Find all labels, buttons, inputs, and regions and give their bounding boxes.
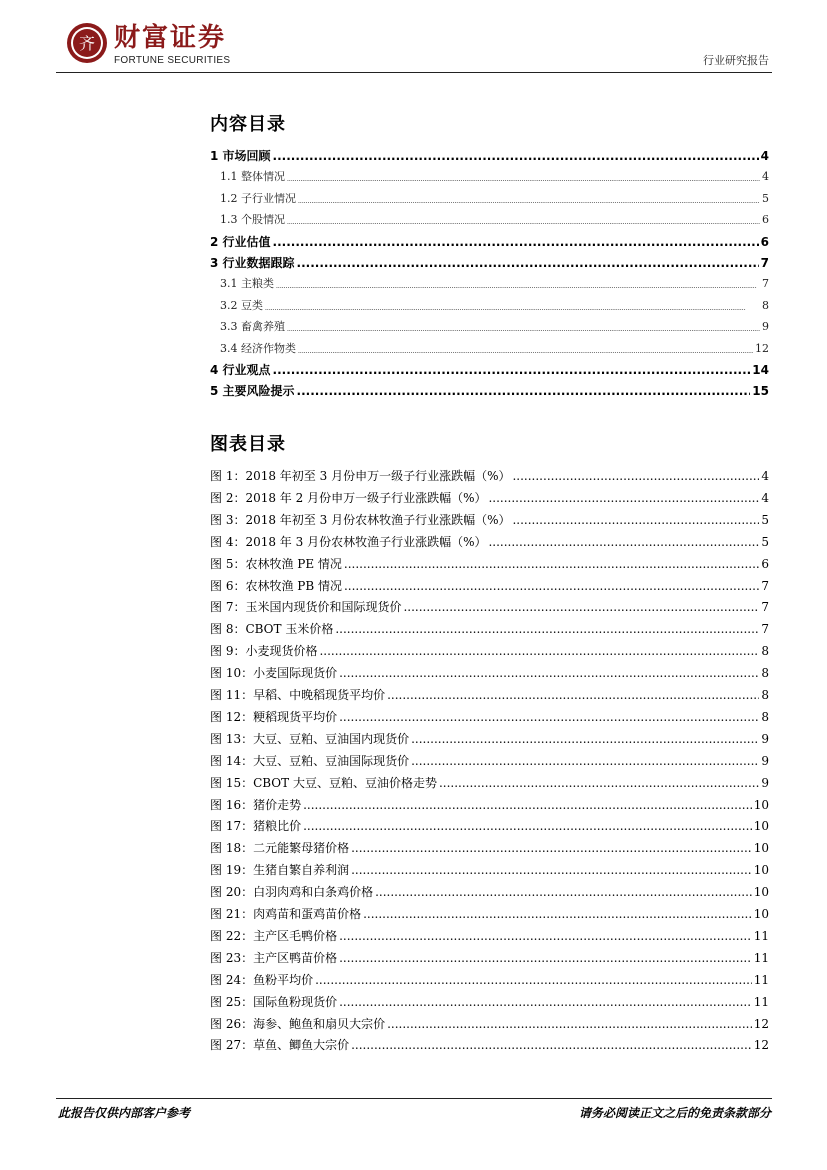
dot-leader xyxy=(265,304,760,314)
figure-entry[interactable] xyxy=(210,882,769,900)
dot-leader xyxy=(512,468,759,484)
entry-label: 2 行业估值 xyxy=(210,234,271,249)
dot-leader xyxy=(363,906,752,922)
figure-entry[interactable] xyxy=(210,948,769,966)
toc-chapter-entry[interactable] xyxy=(210,381,769,399)
dot-leader xyxy=(344,578,759,594)
entry-page-number: 10 xyxy=(753,885,769,900)
figure-entry[interactable] xyxy=(210,751,769,769)
entry-page-number: 4 xyxy=(760,149,769,163)
entry-label: 3.3 畜禽养殖 xyxy=(220,320,285,334)
dot-leader xyxy=(351,862,752,878)
entry-label: 图 21：肉鸡苗和蛋鸡苗价格 xyxy=(210,907,362,921)
entry-page-number: 10 xyxy=(753,863,769,878)
entry-label: 图 16：猪价走势 xyxy=(210,797,302,812)
page-header xyxy=(0,0,827,80)
figure-entry[interactable] xyxy=(210,992,769,1010)
figure-entry[interactable] xyxy=(210,1035,769,1053)
entry-label: 图 22：主产区毛鸭价格 xyxy=(210,928,338,943)
entry-page-number: 10 xyxy=(753,907,769,921)
entry-page-number: 9 xyxy=(762,320,769,334)
entry-label: 1 市场回顾 xyxy=(210,149,271,163)
entry-page-number: 10 xyxy=(753,819,769,834)
entry-page-number: 4 xyxy=(762,170,769,184)
dot-leader xyxy=(351,1037,752,1053)
toc-section-entry[interactable] xyxy=(210,167,769,185)
entry-label: 图 25：国际鱼粉现货价 xyxy=(210,994,338,1009)
entry-page-number: 7 xyxy=(761,600,769,615)
toc-chapter-entry[interactable] xyxy=(210,232,769,250)
toc-section-entry[interactable] xyxy=(210,274,769,292)
figure-entry[interactable] xyxy=(210,663,769,681)
entry-label: 图 1：2018 年初至 3 月份申万一级子行业涨跌幅（%） xyxy=(210,469,511,483)
entry-page-number: 7 xyxy=(761,578,769,593)
entry-page-number: 7 xyxy=(760,256,769,270)
entry-label: 图 9：小麦现货价格 xyxy=(210,644,318,659)
entry-label: 图 20：白羽肉鸡和白条鸡价格 xyxy=(210,885,374,900)
dot-leader xyxy=(339,928,752,944)
entry-label: 图 8：CBOT 玉米价格 xyxy=(210,622,334,637)
entry-label: 图 26：海参、鲍鱼和扇贝大宗价 xyxy=(210,1016,386,1031)
dot-leader xyxy=(297,255,759,271)
document-type: 行业研究报告 xyxy=(703,54,769,67)
contents-title: 内容目录 xyxy=(210,114,286,135)
entry-page-number: 11 xyxy=(753,950,769,965)
figure-entry[interactable] xyxy=(210,576,769,594)
entry-page-number: 4 xyxy=(761,469,769,483)
entry-label: 图 18：二元能繁母猪价格 xyxy=(210,841,350,856)
entry-label: 图 7：玉米国内现货价和国际现货价 xyxy=(210,600,402,615)
entry-page-number: 5 xyxy=(761,512,769,527)
dot-leader xyxy=(319,643,759,659)
brand-name-cn: 财富证券 xyxy=(114,23,227,53)
entry-page-number: 9 xyxy=(761,753,769,768)
dot-leader xyxy=(439,775,759,791)
dot-leader xyxy=(411,731,759,747)
entry-page-number: 10 xyxy=(753,797,769,812)
entry-page-number: 11 xyxy=(753,972,769,987)
entry-label: 3.2 豆类 xyxy=(220,298,263,312)
dot-leader xyxy=(315,972,752,988)
toc-section-entry[interactable] xyxy=(210,210,769,228)
dot-leader xyxy=(387,687,759,703)
entry-label: 图 12：粳稻现货平均价 xyxy=(210,709,338,724)
dot-leader xyxy=(298,197,760,207)
entry-label: 图 24：鱼粉平均价 xyxy=(210,972,314,987)
dot-leader xyxy=(339,709,759,725)
toc-chapter-entry[interactable] xyxy=(210,253,769,271)
figure-entry[interactable] xyxy=(210,773,769,791)
figure-entry[interactable] xyxy=(210,554,769,572)
figures-title: 图表目录 xyxy=(210,434,286,455)
entry-label: 图 5：农林牧渔 PE 情况 xyxy=(210,556,342,571)
entry-page-number: 9 xyxy=(761,731,769,746)
dot-leader xyxy=(298,347,753,357)
entry-page-number: 8 xyxy=(761,644,769,659)
entry-page-number: 4 xyxy=(761,490,769,505)
entry-page-number: 8 xyxy=(762,298,769,312)
toc-chapter-entry[interactable] xyxy=(210,146,769,164)
entry-label: 图 11：早稻、中晚稻现货平均价 xyxy=(210,688,386,702)
figure-entry[interactable] xyxy=(210,1014,769,1032)
dot-leader xyxy=(303,797,752,813)
toc-section-entry[interactable] xyxy=(210,296,769,314)
dot-leader xyxy=(488,490,759,506)
entry-label: 4 行业观点 xyxy=(210,363,271,377)
logo-glyph: 齐 xyxy=(78,34,96,53)
entry-label: 5 主要风险提示 xyxy=(210,384,295,399)
dot-leader xyxy=(375,884,752,900)
entry-label: 3.1 主粮类 xyxy=(220,277,274,291)
figure-entry[interactable] xyxy=(210,532,769,550)
fortune-logo-icon xyxy=(66,22,108,64)
dot-leader xyxy=(351,840,752,856)
figure-entry[interactable] xyxy=(210,619,769,637)
entry-label: 图 10：小麦国际现货价 xyxy=(210,666,338,681)
figure-entry[interactable] xyxy=(210,926,769,944)
entry-page-number: 11 xyxy=(753,994,769,1009)
toc-chapter-entry[interactable] xyxy=(210,360,769,378)
figure-entry[interactable] xyxy=(210,970,769,988)
figure-entry[interactable] xyxy=(210,904,769,922)
dot-leader xyxy=(344,556,759,572)
dot-leader xyxy=(287,218,760,228)
footer-disclaimer-right: 请务必阅读正文之后的免责条款部分 xyxy=(578,1106,771,1120)
entry-label: 图 15：CBOT 大豆、豆粕、豆油价格走势 xyxy=(210,775,437,790)
figure-entry[interactable] xyxy=(210,597,769,615)
entry-label: 图 23：主产区鸭苗价格 xyxy=(210,950,338,965)
entry-label: 1.1 整体情况 xyxy=(220,170,285,184)
figure-entry[interactable] xyxy=(210,838,769,856)
entry-page-number: 8 xyxy=(761,709,769,724)
entry-label: 图 14：大豆、豆粕、豆油国际现货价 xyxy=(210,753,410,768)
entry-label: 图 4：2018 年 3 月份农林牧渔子行业涨跌幅（%） xyxy=(210,534,487,549)
footer-divider xyxy=(56,1098,772,1099)
entry-page-number: 14 xyxy=(752,363,769,377)
footer-disclaimer-left: 此报告仅供内部客户参考 xyxy=(58,1106,191,1120)
figure-entry[interactable] xyxy=(210,860,769,878)
entry-label: 3.4 经济作物类 xyxy=(220,341,296,355)
dot-leader xyxy=(339,665,759,681)
dot-leader xyxy=(273,234,759,250)
entry-page-number: 10 xyxy=(753,841,769,856)
dot-leader xyxy=(273,148,759,164)
dot-leader xyxy=(273,362,751,378)
dot-leader xyxy=(387,1016,752,1032)
dot-leader xyxy=(403,599,759,615)
entry-page-number: 15 xyxy=(752,384,769,399)
dot-leader xyxy=(335,621,759,637)
figure-entry[interactable] xyxy=(210,816,769,834)
dot-leader xyxy=(297,383,751,399)
entry-label: 3 行业数据跟踪 xyxy=(210,256,295,270)
entry-label: 图 2：2018 年 2 月份申万一级子行业涨跌幅（%） xyxy=(210,490,487,505)
figure-entry[interactable] xyxy=(210,641,769,659)
dot-leader xyxy=(287,175,760,185)
entry-label: 图 6：农林牧渔 PB 情况 xyxy=(210,578,342,593)
entry-page-number: 7 xyxy=(761,622,769,637)
entry-page-number: 5 xyxy=(761,534,769,549)
dot-leader xyxy=(339,950,752,966)
entry-page-number: 9 xyxy=(761,775,769,790)
dot-leader xyxy=(411,753,759,769)
figure-entry[interactable] xyxy=(210,488,769,506)
figure-entry[interactable] xyxy=(210,510,769,528)
entry-page-number: 12 xyxy=(753,1016,769,1031)
figure-entry[interactable] xyxy=(210,707,769,725)
entry-page-number: 7 xyxy=(762,277,769,291)
entry-page-number: 6 xyxy=(760,234,769,249)
figure-entry[interactable] xyxy=(210,729,769,747)
entry-page-number: 8 xyxy=(761,666,769,681)
entry-label: 1.3 个股情况 xyxy=(220,213,285,227)
dot-leader xyxy=(488,534,759,550)
entry-label: 图 19：生猪自繁自养利润 xyxy=(210,863,350,878)
entry-page-number: 6 xyxy=(762,213,769,227)
entry-page-number: 6 xyxy=(761,556,769,571)
entry-label: 图 13：大豆、豆粕、豆油国内现货价 xyxy=(210,731,410,746)
figure-entry[interactable] xyxy=(210,466,769,484)
dot-leader xyxy=(276,282,760,292)
brand-name-en: FORTUNE SECURITIES xyxy=(114,55,231,66)
header-divider xyxy=(56,72,772,73)
dot-leader xyxy=(339,994,752,1010)
entry-label: 1.2 子行业情况 xyxy=(220,191,296,205)
entry-page-number: 5 xyxy=(762,191,769,205)
dot-leader xyxy=(287,325,760,335)
entry-label: 图 27：草鱼、鲫鱼大宗价 xyxy=(210,1038,350,1053)
dot-leader xyxy=(303,818,752,834)
toc-section-entry[interactable] xyxy=(210,189,769,207)
figure-entry[interactable] xyxy=(210,795,769,813)
toc-section-entry[interactable] xyxy=(210,317,769,335)
entry-page-number: 12 xyxy=(755,341,769,355)
dot-leader xyxy=(512,512,759,528)
figure-entry[interactable] xyxy=(210,685,769,703)
entry-page-number: 11 xyxy=(753,928,769,943)
entry-label: 图 17：猪粮比价 xyxy=(210,819,302,834)
entry-page-number: 12 xyxy=(753,1038,769,1053)
toc-section-entry[interactable] xyxy=(210,339,769,357)
entry-label: 图 3：2018 年初至 3 月份农林牧渔子行业涨跌幅（%） xyxy=(210,512,511,527)
entry-page-number: 8 xyxy=(761,688,769,702)
